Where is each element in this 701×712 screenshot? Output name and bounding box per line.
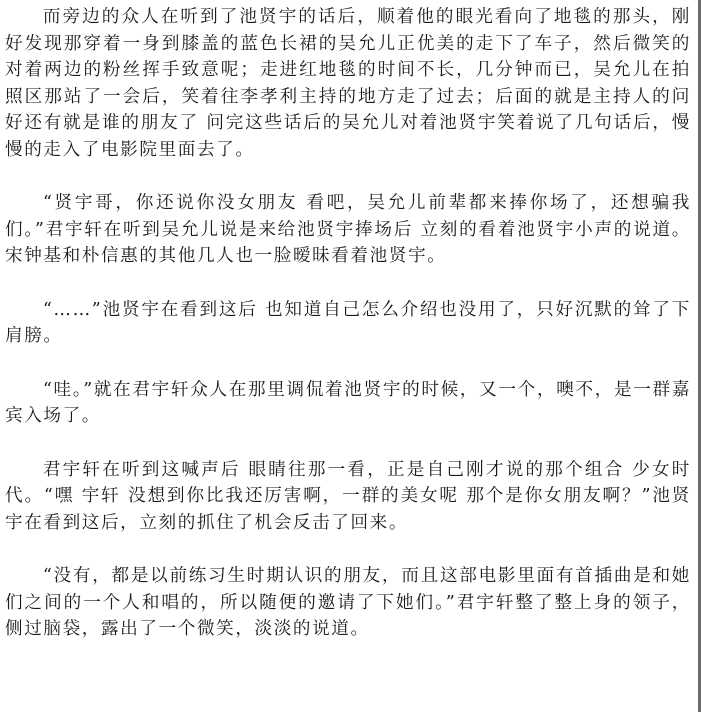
paragraph-6: “没有，都是以前练习生时期认识的朋友，而且这部电影里面有首插曲是和她们之间的一个人和唱的，所以随便的邀请了下她们。”君宇轩整了整上身的领子，侧过脑袋，露出了一个微笑，淡淡的说道。 [5, 566, 691, 639]
paragraph-gap [5, 430, 691, 457]
paragraph-2: “贤宇哥，你还说你没女朋友 看吧，吴允儿前辈都来捧你场了，还想骗我们。”君宇轩在听到吴允儿说是来给池贤宇捧场后 立刻的看着池贤宇小声的说道。宋钟基和朴信惠的其他几人也一脸暧昧看着池贤宇。 [5, 193, 691, 266]
paragraph-gap [5, 163, 691, 190]
paragraph-gap [5, 536, 691, 563]
paragraph-5: 君宇轩在听到这喊声后 眼睛往那一看，正是自己刚才说的那个组合 少女时代。“嘿 宇轩 没想到你比我还厉害啊，一群的美女呢 那个是你女朋友啊？”池贤宇在看到这后，立刻的抓住了机会反击了回来。 [5, 459, 691, 533]
paragraph-gap [5, 270, 691, 297]
paragraph-4: “哇。”就在君宇轩众人在那里调侃着池贤宇的时候，又一个，噢不，是一群嘉宾入场了。 [5, 379, 691, 426]
paragraph-3: “……”池贤宇在看到这后 也知道自己怎么介绍也没用了，只好沉默的耸了下肩膀。 [5, 299, 691, 346]
paragraph-gap [5, 350, 691, 377]
paragraph-1: 而旁边的众人在听到了池贤宇的话后，顺着他的眼光看向了地毯的那头，刚好发现那穿着一身到膝盖的蓝色长裙的吴允儿正优美的走下了车子，然后微笑的对着两边的粉丝挥手致意呢；走进红地毯的时间不长，几分钟而已，吴允儿在拍照区那站了一会后，笑着往李孝利主持的地方走了过去；后面的就是主持人的问好还有就是谁的朋友了 问完这些话后的吴允儿对着池贤宇笑着说了几句话后，慢慢的走入了电影院里面去了。 [5, 7, 691, 160]
